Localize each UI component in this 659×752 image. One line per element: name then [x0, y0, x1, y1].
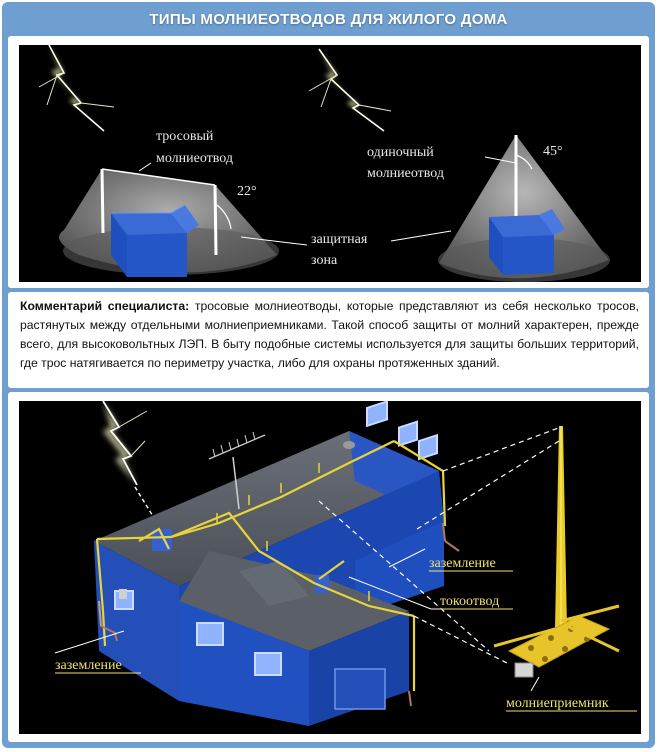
cable-rod-zone: [59, 129, 279, 277]
angle-left-label: 22°: [237, 184, 257, 199]
page-title: ТИПЫ МОЛНИЕОТВОДОВ ДЛЯ ЖИЛОГО ДОМА: [149, 10, 508, 28]
zone-label-1: защитная: [311, 232, 368, 247]
title-bar: [2, 2, 655, 36]
cable-rod-label-2: молниеотвод: [156, 151, 234, 166]
infographic-frame: [2, 2, 655, 748]
bottom-diagram: [19, 401, 641, 734]
cable-rod-label-1: тросовый: [156, 129, 214, 144]
angle-right-label: 45°: [543, 144, 563, 159]
comment-paragraph: [8, 292, 649, 373]
comment-lead: Комментарий специалиста:: [20, 299, 190, 313]
single-rod-zone: [367, 135, 610, 282]
top-diagram: [19, 45, 641, 282]
lightning-right-icon: [309, 49, 391, 131]
single-rod-label-1: одиночный: [367, 145, 434, 160]
zone-label-2: зона: [311, 253, 338, 268]
comment-text: тросовые молниеотводы, которые представляют из себя несколько тросов, растянутых между отдельными молниеприемниками. Такой способ защиты от молний характерен, прежде всего, для высоковольтных ЛЭП. В быту подобные системы используется для защиты больших территорий, где трос натягивается по периметру участка, либо для охраны протяженных зданий.: [20, 299, 639, 370]
ground-right-label: заземление: [429, 556, 496, 571]
lightning-left-icon: [39, 45, 114, 131]
bottom-panel: [8, 392, 649, 742]
air-terminal-icon: [494, 426, 619, 677]
lightning-icon: [103, 401, 147, 485]
top-panel: [8, 36, 649, 288]
bottom-diagram-svg: [19, 401, 641, 734]
single-rod-label-2: молниеотвод: [367, 166, 445, 181]
ground-left-label: заземление: [55, 658, 122, 673]
downconductor-label: токоотвод: [440, 594, 500, 609]
top-diagram-svg: [19, 45, 641, 282]
comment-panel: [8, 292, 649, 388]
air-terminal-label: молниеприемник: [506, 696, 609, 711]
